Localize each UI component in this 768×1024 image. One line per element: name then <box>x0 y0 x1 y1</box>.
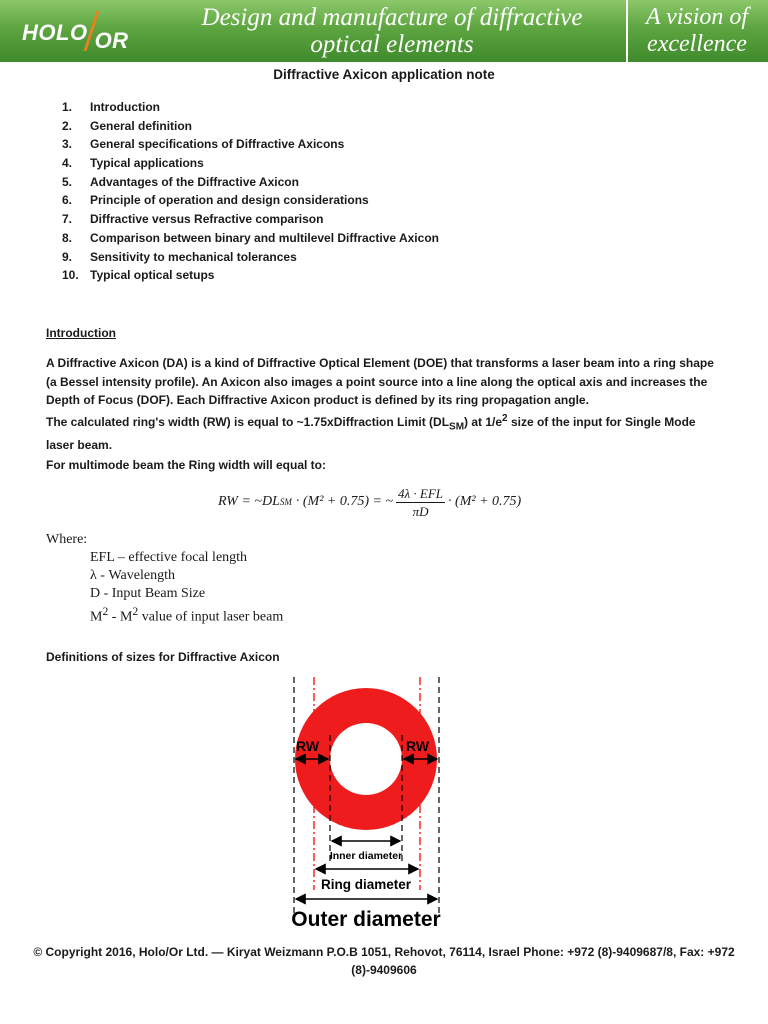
tagline-line-2: optical elements <box>310 31 474 58</box>
copyright-footer: © Copyright 2016, Holo/Or Ltd. — Kiryat Weizmann P.O.B 1051, Rehovot, 76114, Israel Phone: +972 (8)-9409687/8, Fax: +972 (8)-9409606 <box>33 945 735 977</box>
header-vision <box>630 4 764 58</box>
logo-holo-text: HOLO <box>22 20 88 45</box>
toc-item[interactable]: 6. Principle of operation and design considerations <box>62 193 369 208</box>
holo-or-logo <box>22 16 129 53</box>
axicon-ring-diagram <box>280 675 460 940</box>
toc-item[interactable]: 3. General specifications of Diffractive Axicons <box>62 137 345 152</box>
introduction-paragraph <box>46 354 726 455</box>
definitions-heading: Definitions of sizes for Diffractive Axicon <box>46 650 280 664</box>
ring-diameter-label: Ring diameter <box>320 877 412 892</box>
header-divider <box>626 0 628 62</box>
definition-item: λ - Wavelength <box>90 568 175 583</box>
toc-item[interactable]: 9. Sensitivity to mechanical tolerances <box>62 249 297 264</box>
definition-item: $M^2 - M^2$ value of input laser beam <box>90 605 284 625</box>
outer-diameter-label: Outer diameter <box>291 908 441 931</box>
rw-right-label: RW <box>406 738 430 754</box>
where-label: Where: <box>46 532 88 547</box>
toc-item[interactable]: 4. Typical applications <box>62 156 204 171</box>
toc-item[interactable]: 2. General definition <box>62 118 193 133</box>
toc-item[interactable]: 5. Advantages of the Diffractive Axicon <box>62 174 299 189</box>
introduction-heading: Introduction <box>46 326 116 340</box>
intro-text-1: A Diffractive Axicon (DA) is a kind of Diffractive Optical Element (DOE) that transforms a laser beam into a ring shape (a Bessel intensity profile). An Axicon also images a point source into a line along the optical axis and increases the Depth of Focus (DOF). Each Diffractive Axicon product is defined by its ring propagation angle. <box>46 356 714 407</box>
header-banner <box>0 0 768 62</box>
table-of-contents <box>62 98 439 285</box>
toc-item[interactable]: 1. Introduction <box>62 100 160 114</box>
ring-diagram-svg <box>280 675 460 935</box>
ring-hole <box>330 723 402 795</box>
logo-or-text: OR <box>94 28 129 53</box>
toc-item[interactable]: 8. Comparison between binary and multilevel Diffractive Axicon <box>62 230 439 245</box>
vision-line-1: A vision of <box>645 4 749 30</box>
rw-left-label: RW <box>296 738 320 754</box>
definitions-list <box>90 549 283 627</box>
inner-diameter-label: Inner diameter <box>329 850 403 862</box>
definition-item: EFL – effective focal length <box>90 550 248 565</box>
toc-item[interactable]: 7. Diffractive versus Refractive comparison <box>62 212 324 227</box>
vision-line-2: excellence <box>647 31 747 57</box>
tagline-line-1: Design and manufacture of diffractive <box>201 4 583 31</box>
ring-width-formula: RW = ~DL SM · (M² + 0.75) = ~ $\frac{\text{4λ · EFL}}{\pi D}$ · (M² + 0.75) <box>218 485 522 519</box>
formula-fraction: $\frac{\text{4λ · EFL}}{\pi D}$ <box>398 485 444 519</box>
page-title: Diffractive Axicon application note <box>273 67 495 82</box>
header-tagline <box>172 4 612 58</box>
toc-item[interactable]: 10. Typical optical setups <box>62 268 215 283</box>
intro-text-2: The calculated ring's width (RW) is equal to ~1.75xDiffraction Limit $(DL_{SM})$ at $1/e^2$ size of the input for Single Mode laser beam. <box>46 412 696 453</box>
multimode-text: For multimode beam the Ring width will equal to: <box>46 458 327 472</box>
definition-item: D - Input Beam Size <box>90 586 206 601</box>
